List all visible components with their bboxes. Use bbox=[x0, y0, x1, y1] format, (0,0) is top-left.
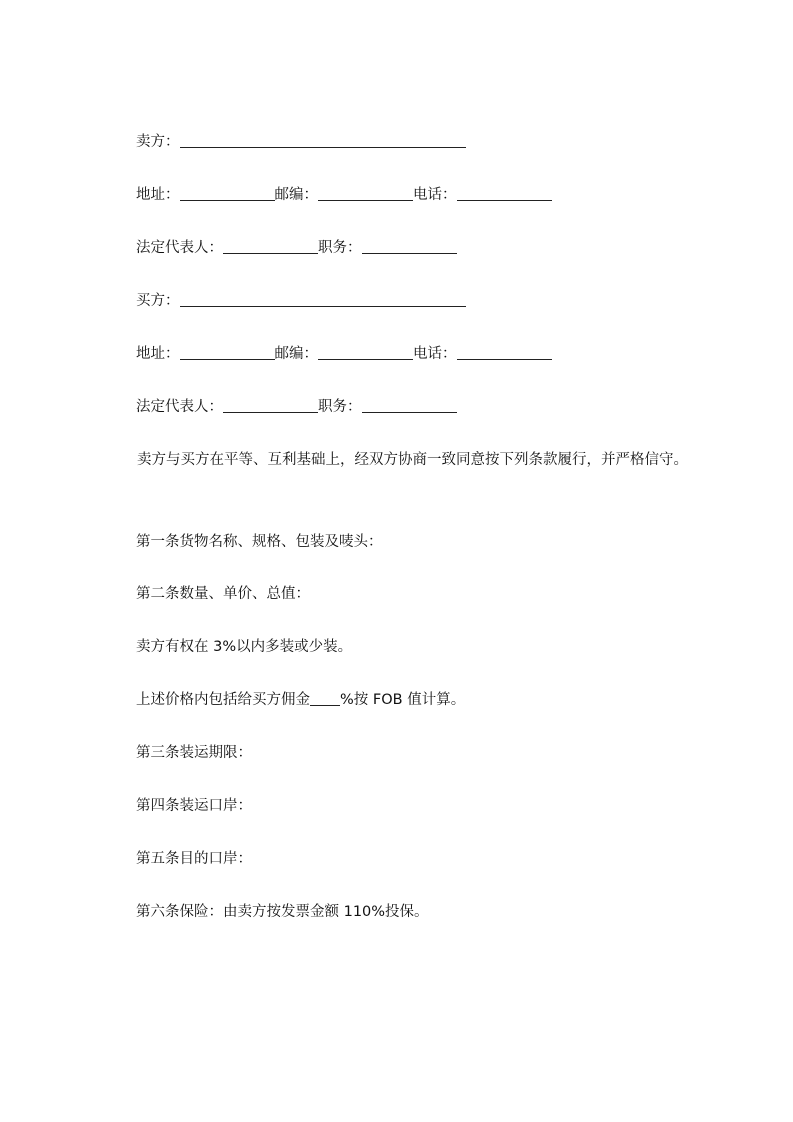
buyer-rep-blank[interactable] bbox=[223, 398, 318, 413]
seller-line bbox=[136, 132, 466, 152]
clause-2: 第二条数量、单价、总值： bbox=[136, 586, 310, 602]
buyer-phone-blank[interactable] bbox=[457, 345, 552, 360]
seller-rep-label: 法定代表人： bbox=[136, 240, 223, 256]
commission-text-pre: 上述价格内包括给买方佣金 bbox=[136, 692, 310, 708]
buyer-position-label: 职务： bbox=[318, 399, 362, 415]
buyer-position-blank[interactable] bbox=[362, 398, 457, 413]
buyer-address-label: 地址： bbox=[136, 346, 180, 362]
seller-address-blank[interactable] bbox=[180, 186, 275, 201]
seller-rep-line bbox=[136, 238, 457, 258]
commission-text-post: %按 FOB 值计算。 bbox=[340, 692, 466, 708]
intro-paragraph: 卖方与买方在平等、互利基础上，经双方协商一致同意按下列条款履行，并严格信守。 bbox=[137, 452, 688, 468]
seller-phone-blank[interactable] bbox=[457, 186, 552, 201]
seller-label: 卖方： bbox=[136, 134, 180, 150]
clause-3: 第三条装运期限： bbox=[136, 745, 252, 761]
commission-blank[interactable] bbox=[310, 691, 340, 706]
seller-postcode-label: 邮编： bbox=[274, 187, 318, 203]
seller-rep-blank[interactable] bbox=[223, 239, 318, 254]
buyer-phone-label: 电话： bbox=[413, 346, 457, 362]
clause-2-note-commission bbox=[136, 690, 465, 710]
clause-6: 第六条保险：由卖方按发票金额 110%投保。 bbox=[136, 904, 429, 920]
buyer-postcode-label: 邮编： bbox=[274, 346, 318, 362]
clause-1: 第一条货物名称、规格、包装及唛头： bbox=[136, 534, 383, 550]
clause-4: 第四条装运口岸： bbox=[136, 798, 252, 814]
buyer-label: 买方： bbox=[136, 293, 180, 309]
buyer-postcode-blank[interactable] bbox=[318, 345, 413, 360]
buyer-rep-line bbox=[136, 397, 457, 417]
clause-5: 第五条目的口岸： bbox=[136, 851, 252, 867]
seller-name-blank[interactable] bbox=[180, 133, 466, 148]
buyer-line bbox=[136, 291, 466, 311]
buyer-rep-label: 法定代表人： bbox=[136, 399, 223, 415]
clause-2-note-tolerance: 卖方有权在 3%以内多装或少装。 bbox=[136, 639, 353, 655]
seller-position-blank[interactable] bbox=[362, 239, 457, 254]
buyer-address-blank[interactable] bbox=[180, 345, 275, 360]
buyer-address-line bbox=[136, 344, 552, 364]
seller-postcode-blank[interactable] bbox=[318, 186, 413, 201]
seller-position-label: 职务： bbox=[318, 240, 362, 256]
seller-address-line bbox=[136, 185, 552, 205]
seller-address-label: 地址： bbox=[136, 187, 180, 203]
seller-phone-label: 电话： bbox=[413, 187, 457, 203]
buyer-name-blank[interactable] bbox=[180, 292, 466, 307]
